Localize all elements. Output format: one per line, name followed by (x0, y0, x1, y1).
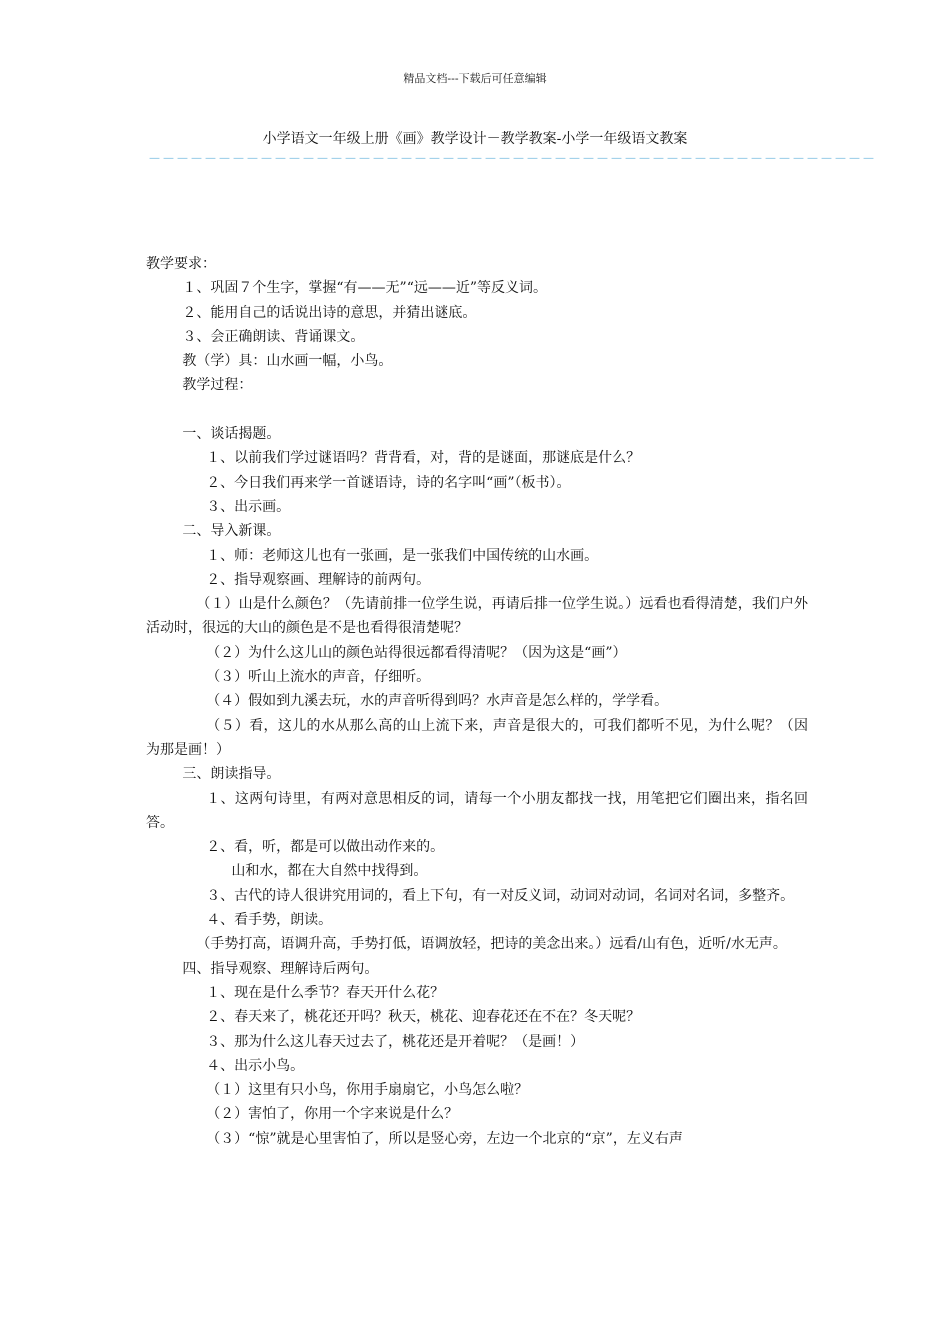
paragraph: １、现在是什么季节？春天开什么花？ (206, 984, 445, 1001)
section-heading: 二、导入新课。 (182, 523, 281, 540)
paragraph: （２）害怕了，你用一个字来说是什么？ (206, 1106, 459, 1123)
paragraph: （３）听山上流水的声音，仔细听。 (206, 669, 431, 686)
section-heading: 四、指导观察、理解诗后两句。 (182, 960, 379, 977)
paragraph: ２、今日我们再来学一首谜语诗，诗的名字叫“画”（板书）。 (206, 474, 571, 491)
section-heading: 教学要求： (146, 256, 216, 272)
paragraph: 山和水，都在大自然中找得到。 (231, 863, 428, 880)
document-body (146, 252, 808, 1151)
paragraph: ２、看，听，都是可以做出动作来的。 (206, 839, 445, 856)
paragraph: ３、出示画。 (206, 498, 291, 515)
page-header-note: 精品文档---下载后可任意编辑 (403, 72, 547, 85)
paragraph: ２、指导观察画、理解诗的前两句。 (206, 571, 431, 588)
paragraph: １、以前我们学过谜语吗？背背看，对，背的是谜面，那谜底是什么？ (206, 450, 641, 467)
paragraph: （５）看，这儿的水从那么高的山上流下来，声音是很大的，可我们都听不见，为什么呢？（因为那是画！） (146, 717, 808, 758)
paragraph: ３、那为什么这儿春天过去了，桃花还是开着呢？（是画！） (206, 1033, 585, 1050)
paragraph: ４、看手势，朗读。 (206, 912, 333, 929)
paragraph: 教（学）具：山水画一幅，小鸟。 (182, 353, 393, 370)
paragraph: （４）假如到九溪去玩，水的声音听得到吗？水声音是怎么样的，学学看。 (206, 693, 669, 710)
paragraph: ４、出示小鸟。 (206, 1057, 305, 1074)
paragraph: （１）山是什么颜色？（先请前排一位学生说，再请后排一位学生说。）远看也看得清楚，我们户外活动时，很远的大山的颜色是不是也看得很清楚呢？ (146, 596, 808, 637)
paragraph: １、巩固７个生字，掌握“有——无”“远——近”等反义词。 (182, 280, 548, 297)
title-underline-rule: －－－－－－－－－－－－－－－－－－－－－－－－－－－－－－－－－－－－－－－－－－－－－－－－－－－－ (148, 152, 877, 167)
paragraph: （１）这里有只小鸟，你用手扇扇它，小鸟怎么啦？ (206, 1082, 529, 1099)
paragraph: １、师：老师这儿也有一张画，是一张我们中国传统的山水画。 (206, 547, 599, 564)
paragraph: （手势打高，语调升高，手势打低，语调放轻，把诗的美念出来。）远看/山有色，近听/水无声。 (196, 936, 787, 953)
paragraph: ３、会正确朗读、背诵课文。 (182, 328, 365, 345)
paragraph: （２）为什么这儿山的颜色站得很远都看得清呢？（因为这是“画”） (206, 644, 627, 661)
paragraph: １、这两句诗里，有两对意思相反的词，请每一个小朋友都找一找，用笔把它们圈出来，指名回答。 (146, 790, 808, 831)
section-heading: 教学过程： (182, 377, 253, 394)
paragraph: ２、春天来了，桃花还开吗？秋天，桃花、迎春花还在不在？冬天呢？ (206, 1009, 641, 1026)
paragraph: ２、能用自己的话说出诗的意思，并猜出谜底。 (182, 304, 477, 321)
paragraph: （３）“惊”就是心里害怕了，所以是竖心旁，左边一个北京的“京”，左义右声 (206, 1130, 683, 1147)
document-title: 小学语文一年级上册《画》教学设计－教学教案-小学一年级语文教案 (262, 131, 688, 147)
section-heading: 三、朗读指导。 (182, 766, 281, 783)
paragraph: ３、古代的诗人很讲究用词的，看上下句，有一对反义词，动词对动词，名词对名词，多整齐。 (206, 887, 795, 904)
blank-line (146, 398, 808, 422)
section-heading: 一、谈话揭题。 (182, 426, 281, 443)
